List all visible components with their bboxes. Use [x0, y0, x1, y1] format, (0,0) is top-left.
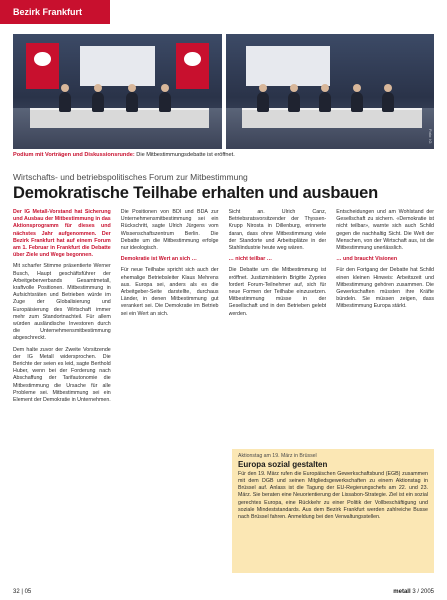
- section-label: Bezirk Frankfurt: [0, 0, 110, 24]
- panelist-figure: [382, 92, 394, 112]
- paragraph: Die Positionen von BDI und BDA zur Unternehmensmitbestimmung sei ein Rückschritt, sagte Ulrich Jürgens vom Wissenschaftszentrum Berlin. Die Debatte um die Mitbestimmung erfolge nur ideologisch.: [120, 209, 219, 252]
- paragraph: Für neue Teilhabe spricht sich auch der ehemalige Betriebsleiter Klaus Mehrens aus. Europa sei, anders als es die Arbeitgeber-Seite darstellte, durchaus Länder, in denen Mitbestimmung gut verankert sei. Die Demokratie im Betrieb sei ein Wert an sich.: [120, 267, 219, 317]
- panelist-figure: [288, 92, 300, 112]
- page-footer: [0, 583, 447, 600]
- caption-label: Podium mit Vorträgen und Diskussionsrunde:: [13, 152, 135, 158]
- panel-table: [242, 108, 421, 128]
- photo-conference-hall: [13, 34, 222, 149]
- photo-caption: [13, 152, 434, 158]
- column-1: [13, 209, 111, 571]
- info-box-text: Für den 19. März rufen die Europäischen Gewerkschaftsbund (EGB) zusammen mit dem DGB und seinen Mitgliedsgewerkschaften zu einem Aktionstag in Brüssel auf. Anlass ist die Tagung der EU-Regierungschefs am 22. und 23. März. Sie beraten eine Neuorientierung der Lissabon-Strategie. Ziel ist ein sozial gerechtes Europa, eine Rückkehr zu einer Politik der Vollbeschäftigung und soziale Mindeststandards. Aus dem Bezirk Frankfurt werden zahlreiche Busse nach Brüssel fahren. Anmeldung bei den Verwaltungsstellen.: [238, 471, 428, 520]
- info-box-title: Europa sozial gestalten: [238, 460, 328, 470]
- speaker-figure: [92, 92, 104, 112]
- info-box: [232, 449, 434, 573]
- paragraph: Für den Fortgang der Debatte hat Schild einen kleinen Hinweis: Arbeitszeit und Mitbestimmung gehören zusammen. Die Gewerkschaften müssten ihre Kräfte bündeln. Sie müssen zeigen, dass Mitbestimmung Europa stärkt.: [336, 267, 434, 310]
- page-number: 32 | 05: [13, 588, 32, 595]
- issue-number: 3 / 2005: [412, 588, 434, 595]
- paragraph: Dem halte zuvor der Zweite Vorsitzende der IG Metall widersprochen. Die Berichte der seien es leid, sagte Berthold Huber, wenn bei der Forderung nach Abschaffung der Tarifautonomie die Mitbestimmung die Ursache für alle Probleme sei. Mitbestimmung sei ein Element der Demokratie in Unternehmen.: [13, 346, 111, 404]
- ig-metall-banner-left: [26, 43, 59, 89]
- subheading: … und braucht Visionen: [336, 256, 398, 263]
- magazine-name: metall: [393, 588, 411, 595]
- ig-metall-banner-right: [176, 43, 209, 89]
- panelist-figure: [319, 92, 331, 112]
- speaker-figure: [59, 92, 71, 112]
- speaker-figure: [159, 92, 171, 112]
- panelist-figure: [351, 92, 363, 112]
- projection-screen: [80, 46, 155, 86]
- caption-text: Die Mitbestimmungsdebatte ist eröffnet.: [136, 152, 235, 158]
- photo-strip: [13, 34, 434, 149]
- info-box-overline: Aktionstag am 19. März in Brüssel: [238, 453, 317, 459]
- column-2: [121, 209, 219, 571]
- subheading: … nicht teilbar …: [228, 256, 273, 263]
- article-headline: Demokratische Teilhabe erhalten und ausbauen: [13, 184, 378, 202]
- panelist-figure: [257, 92, 269, 112]
- article-kicker: Wirtschafts- und betriebspolitisches Forum zur Mitbestimmung: [13, 172, 248, 182]
- paragraph: Entscheidungen und am Wohlstand der Gesellschaft zu sichern. «Demokratie ist nicht teilbar», warnte sich auch Schild gegen die nachhaltig Sicht. Die Welt der Menschen, von der Wirtschaft aus, ist die Mitbestimmung unerlässlich.: [336, 209, 434, 252]
- subheading: Demokratie ist Wert an sich …: [120, 256, 197, 263]
- photo-panel-discussion: [226, 34, 435, 149]
- podium-table: [30, 108, 209, 128]
- backdrop-screen: [246, 46, 329, 86]
- speaker-figure: [126, 92, 138, 112]
- paragraph: Die Debatte um die Mitbestimmung ist eröffnet. Justizministerin Brigitte Zypries fordert Forum-Teilnehmer auf, sich für neue Formen der Teilhabe einzusetzen. Mitbestimmung müsse in der Gesellschaft und in den Betrieben gelebt werden.: [228, 267, 327, 317]
- magazine-info: [393, 589, 434, 595]
- photo-credit: Foto: IG: [428, 128, 433, 143]
- article-lead: Der IG Metall-Vorstand hat Sicherung und Ausbau der Mitbestimmung in das Aktionsprogramm für dieses und nächstes Jahr aufgenommen. Der Bezirk Frankfurt hat auf einem Forum am 1. Februar in Frankfurt die Debatte über Ziele und Wege begonnen.: [13, 209, 111, 259]
- paragraph: Sicht an. Ulrich Canz, Betriebsratsvorsitzender der Thyssen-Krupp Nirosta in Dillenburg, erinnerte daran, dass ohne Mitbestimmung viele der Standorte und Arbeitsplätze in der Stahlindustrie heute weg wären.: [228, 209, 327, 252]
- paragraph: Mit scharfer Stimme präsentierte Werner Busch, Haupt geschäftsführer der Arbeitgeberverbands Gesamtmetall, kraftvolle Positionen. Mitbestimmung in Aufsichtsräten und Betrieben würde im Zuge der Globalisierung und Europäisierung des Wirtschaft immer mehr zum Standortnachteil. Für allem würden ausländische Investoren durch die Unternehmensmitbestimmung abgeschreckt.: [13, 263, 111, 342]
